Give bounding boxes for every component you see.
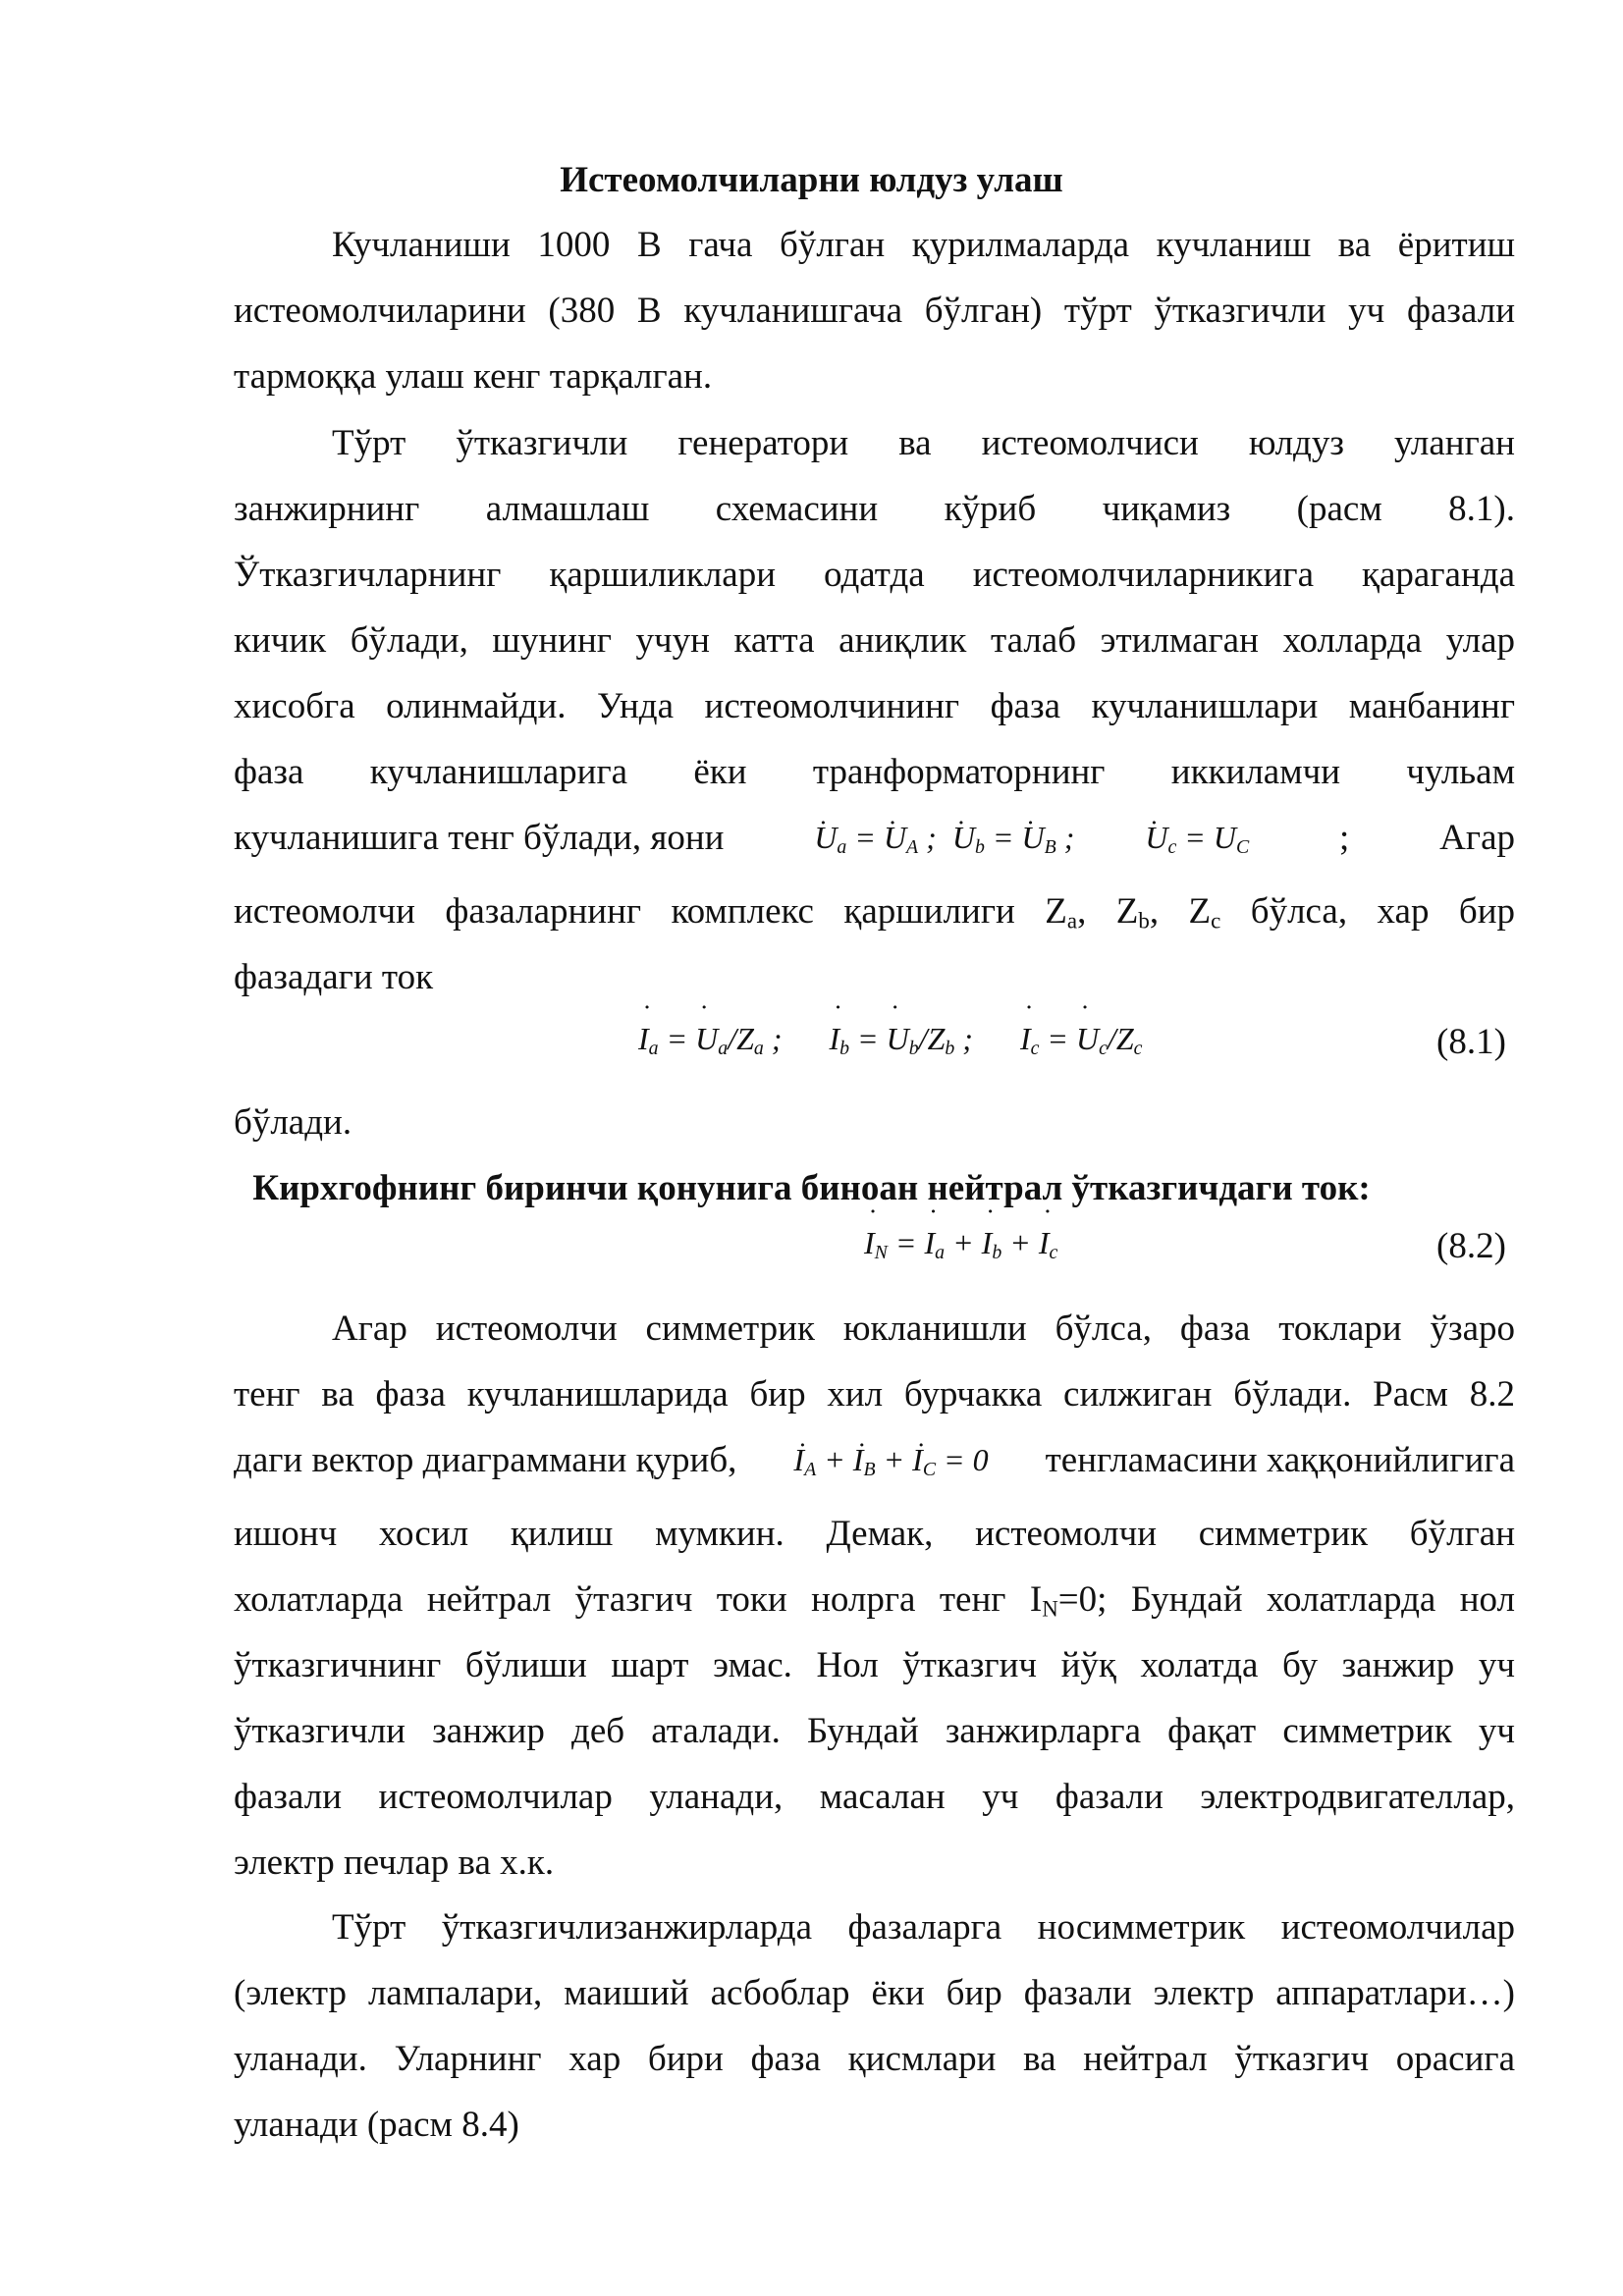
text-line: тенгламасини хаққонийлигига [1045, 1440, 1515, 1480]
text-line: тенг ва фаза кучланишларида бир хил бурчакка силжиган бўлади. Расм 8.2 [234, 1374, 1515, 1415]
text-line: тармоққа улаш кенг тарқалган. [234, 356, 713, 397]
text-line: Тўрт ўтказгичли генератори ва истеомолчиси юлдуз уланган [332, 423, 1515, 463]
text-line: холатларда нейтрал ўтазгич токи нолрга тенг $I_N=0$; Бундай холатларда нол [234, 1579, 1516, 1622]
after-equation-text [234, 1090, 1515, 1155]
current-sum-equation: ˙ $I_A$ + ˙ $I_B$ + ˙ $I_C = 0$ [793, 1427, 988, 1493]
text-line: Кучланиши 1000 В гача бўлган қурилмаларда кучланиш ва ёритиш [332, 225, 1515, 265]
text-line: уланади (расм 8.4) [234, 2105, 519, 2145]
text-line: фазадаги ток [234, 957, 434, 997]
paragraph-symmetric [234, 1296, 1515, 1896]
text-line: кичик бўлади, шунинг учун катта аниқлик талаб этилмаган холларда улар [234, 620, 1515, 661]
text-line: занжирнинг алмашлаш схемасини кўриб чиқамиз (расм 8.1). [234, 489, 1515, 529]
text-line: даги вектор диаграммани қуриб, [234, 1440, 737, 1480]
section-title: Истеомолчиларни юлдуз улаш [560, 160, 1063, 200]
voltage-equality-line [234, 805, 1515, 871]
text-line: (электр лампалари, маиший асбоблар ёки бир фазали электр аппаратлари…) [234, 1973, 1515, 2013]
paragraph-circuit [234, 410, 1515, 1010]
equation-number: (8.2) [1436, 1226, 1506, 1266]
paragraph-intro [234, 212, 1515, 409]
semicolon: ; [1339, 818, 1350, 858]
equation-8-1: ˙ $I_a$ = ˙ $U_a/Z_a$ ; ˙ $I_b$ = ˙ $U_b/Z_b$ ; ˙ $I_c$ = ˙ $U_c/Z_c$ [638, 1021, 1142, 1060]
vector-sum-line [234, 1427, 1515, 1493]
equation-number: (8.1) [1436, 1022, 1506, 1062]
text-line: Ўтказгичларнинг қаршиликлари одатда истеомолчиларникига қараганда [234, 555, 1515, 595]
text-line: бўлади. [234, 1102, 352, 1143]
text-line: фазали истеомолчилар уланади, масалан уч фазали электродвигателлар, [234, 1777, 1515, 1817]
text-line: ўтказгичнинг бўлиши шарт эмас. Нол ўтказгич йўқ холатда бу занжир уч [234, 1645, 1515, 1685]
text-line: истеомолчи фазаларнинг комплекс қаршилиги $Z_a$, $Z_b$, $Z_c$ бўлса, хар бир [234, 891, 1516, 934]
equation-8-2: ˙ $I_N$ = ˙ $I_a$ + ˙ $I_b$ + ˙ $I_c$ [864, 1225, 1057, 1264]
text-line: уланади. Уларнинг хар бири фаза қисмлари ва нейтрал ўтказгич орасига [234, 2039, 1515, 2079]
text-line: истеомолчиларини (380 В кучланишгача бўлган) тўрт ўтказгичли уч фазали [234, 291, 1515, 331]
text-line: фаза кучланишларига ёки транформаторнинг иккиламчи чульам [234, 752, 1515, 792]
text-line: хисобга олинмайди. Унда истеомолчининг фаза кучланишлари манбанинг [234, 686, 1515, 726]
text-line: ўтказгичли занжир деб аталади. Бундай занжирларга фақат симметрик уч [234, 1711, 1515, 1751]
kirchhoff-heading: Кирхгофнинг биринчи қонунига биноан нейтрал ўтказгичдаги ток: [252, 1168, 1371, 1208]
text-line: Агар [1439, 818, 1515, 858]
text-line: Тўрт ўтказгичлизанжирларда фазаларга носимметрик истеомолчилар [332, 1907, 1515, 1948]
text-line: электр печлар ва х.к. [234, 1842, 555, 1883]
text-line: кучланишига тенг бўлади, яони [234, 818, 725, 858]
text-line: Агар истеомолчи симметрик юкланишли бўлса, фаза токлари ўзаро [332, 1308, 1515, 1349]
paragraph-asymmetric [234, 1895, 1515, 2158]
text-line: ишонч хосил қилиш мумкин. Демак, истеомолчи симметрик бўлган [234, 1514, 1515, 1554]
voltage-equations: ˙ $U_a$ = ˙ $U_A$ ; ˙ $U_b$ = ˙ $U_B$ ; ˙ $U_c = U_C$ [814, 805, 1249, 871]
